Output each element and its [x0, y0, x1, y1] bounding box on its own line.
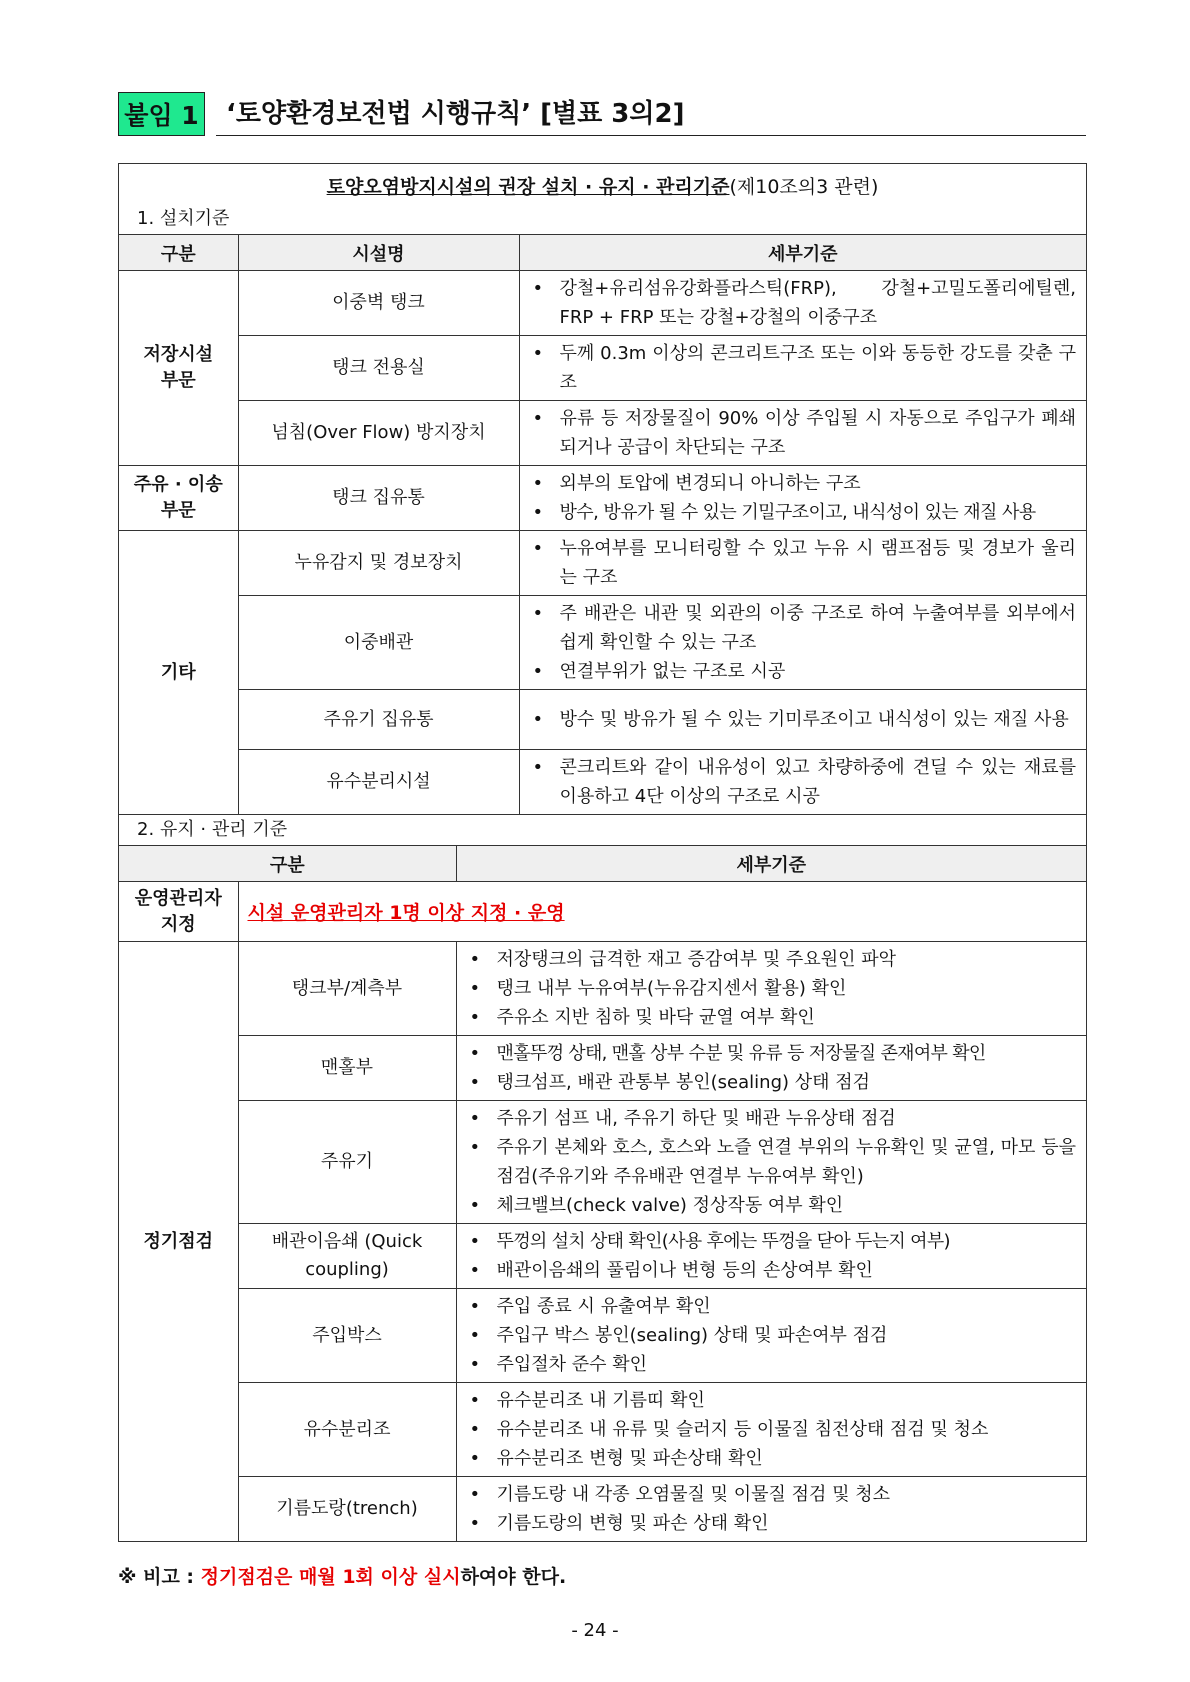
list-item: • 강철+유리섬유강화플라스틱(FRP), 강철+고밀도폴리에틸렌, FRP + FRP 또는 강철+강철의 이중구조 — [520, 274, 1077, 332]
details-cell — [456, 1224, 1086, 1289]
list-item: • 연결부위가 없는 구조로 시공 — [520, 657, 1077, 686]
details-cell — [519, 690, 1086, 750]
details-cell — [456, 1101, 1086, 1224]
details-cell — [456, 1383, 1086, 1477]
table-row — [119, 466, 1086, 531]
details-cell — [519, 596, 1086, 690]
list-item: • 탱크 내부 누유여부(누유감지센서 활용) 확인 — [457, 974, 1077, 1003]
table-header-row — [119, 235, 1086, 271]
list-item: • 두께 0.3m 이상의 콘크리트구조 또는 이와 동등한 강도를 갖춘 구조 — [520, 339, 1077, 397]
table-row — [119, 750, 1086, 815]
facility-cell: 배관이음쇄 (Quick coupling) — [238, 1224, 456, 1289]
list-item: • 주입구 박스 봉인(sealing) 상태 및 파손여부 점검 — [457, 1321, 1077, 1350]
table-row — [119, 1477, 1086, 1542]
table-row — [119, 531, 1086, 596]
list-item: • 주유기 섬프 내, 주유기 하단 및 배관 누유상태 점검 — [457, 1104, 1077, 1133]
facility-cell: 주유기 집유통 — [238, 690, 519, 750]
list-item: • 방수 및 방유가 될 수 있는 기미루조이고 내식성이 있는 재질 사용 — [520, 705, 1077, 734]
category-cell: 주유 · 이송 부문 — [119, 466, 238, 531]
table-row — [119, 1101, 1086, 1224]
page-title: ‘토양환경보전법 시행규칙’ [별표 3의2] — [216, 92, 1086, 136]
facility-cell: 이중벽 탱크 — [238, 271, 519, 336]
installation-table — [119, 234, 1086, 815]
list-item: • 유류 등 저장물질이 90% 이상 주입될 시 자동으로 주입구가 폐쇄되거나 공급이 차단되는 구조 — [520, 404, 1077, 462]
header-details: 세부기준 — [519, 235, 1086, 271]
details-cell — [519, 271, 1086, 336]
details-cell — [519, 401, 1086, 466]
header-details: 세부기준 — [456, 846, 1086, 882]
list-item: • 기름도랑의 변형 및 파손 상태 확인 — [457, 1509, 1077, 1538]
operator-row — [119, 882, 1086, 942]
note-suffix: 하여야 한다. — [460, 1566, 567, 1588]
list-item: • 배관이음쇄의 풀림이나 변형 등의 손상여부 확인 — [457, 1256, 1077, 1285]
details-cell — [519, 750, 1086, 815]
list-item: • 체크밸브(check valve) 정상작동 여부 확인 — [457, 1191, 1077, 1220]
list-item: • 주유소 지반 침하 및 바닥 균열 여부 확인 — [457, 1003, 1077, 1032]
caption-ref: (제10조의3 관련) — [729, 176, 879, 198]
facility-cell: 유수분리시설 — [238, 750, 519, 815]
facility-cell: 탱크 전용실 — [238, 336, 519, 401]
caption-main: 토양오염방지시설의 권장 설치 · 유지 · 관리기준 — [326, 176, 730, 198]
page-number: - 24 - — [571, 1620, 619, 1641]
operator-text: 시설 운영관리자 1명 이상 지정 · 운영 — [247, 902, 565, 924]
table-row — [119, 1289, 1086, 1383]
list-item: • 외부의 토압에 변경되니 아니하는 구조 — [520, 469, 1077, 498]
list-item: • 저장탱크의 급격한 재고 증감여부 및 주요원인 파악 — [457, 945, 1077, 974]
list-item: • 맨홀뚜껑 상태, 맨홀 상부 수분 및 유류 등 저장물질 존재여부 확인 — [457, 1039, 1077, 1068]
list-item: • 주입 종료 시 유출여부 확인 — [457, 1292, 1077, 1321]
list-item: • 유수분리조 변형 및 파손상태 확인 — [457, 1444, 1077, 1473]
facility-cell: 기름도랑(trench) — [238, 1477, 456, 1542]
facility-cell: 탱크 집유통 — [238, 466, 519, 531]
header-category: 구분 — [119, 235, 238, 271]
list-item: • 방수, 방유가 될 수 있는 기밀구조이고, 내식성이 있는 재질 사용 — [520, 498, 1077, 527]
table-row — [119, 596, 1086, 690]
attachment-badge: 붙임 1 — [118, 92, 205, 136]
table-row — [119, 942, 1086, 1036]
facility-cell: 탱크부/계측부 — [238, 942, 456, 1036]
facility-cell: 주입박스 — [238, 1289, 456, 1383]
section1-title: 1. 설치기준 — [137, 208, 230, 229]
operator-cell — [238, 882, 1086, 942]
facility-cell: 유수분리조 — [238, 1383, 456, 1477]
table-row — [119, 401, 1086, 466]
standards-document — [118, 163, 1087, 1542]
remark-note — [118, 1562, 566, 1589]
details-cell — [456, 942, 1086, 1036]
table-row — [119, 1224, 1086, 1289]
table-row — [119, 271, 1086, 336]
details-cell — [456, 1289, 1086, 1383]
list-item: • 주유기 본체와 호스, 호스와 노즐 연결 부위의 누유확인 및 균열, 마모 등을 점검(주유기와 주유배관 연결부 누유여부 확인) — [457, 1133, 1077, 1191]
category-cell: 정기점검 — [119, 942, 238, 1542]
list-item: • 누유여부를 모니터링할 수 있고 누유 시 램프점등 및 경보가 울리는 구조 — [520, 534, 1077, 592]
list-item: • 유수분리조 내 기름띠 확인 — [457, 1386, 1077, 1415]
list-item: • 기름도랑 내 각종 오염물질 및 이물질 점검 및 청소 — [457, 1480, 1077, 1509]
list-item: • 탱크섬프, 배관 관통부 봉인(sealing) 상태 점검 — [457, 1068, 1077, 1097]
facility-cell: 맨홀부 — [238, 1036, 456, 1101]
table-caption — [119, 164, 1086, 204]
table-row — [119, 336, 1086, 401]
table-row — [119, 1036, 1086, 1101]
page-header — [118, 92, 1086, 138]
details-cell — [519, 531, 1086, 596]
details-cell — [456, 1036, 1086, 1101]
section2-title: 2. 유지 · 관리 기준 — [137, 819, 288, 840]
table-row — [119, 1383, 1086, 1477]
facility-cell: 주유기 — [238, 1101, 456, 1224]
details-cell — [456, 1477, 1086, 1542]
facility-cell: 이중배관 — [238, 596, 519, 690]
list-item: • 주입절차 준수 확인 — [457, 1350, 1077, 1379]
category-cell: 저장시설 부문 — [119, 271, 238, 466]
table-header-row — [119, 846, 1086, 882]
header-category: 구분 — [119, 846, 456, 882]
list-item: • 유수분리조 내 유류 및 슬러지 등 이물질 침전상태 점검 및 청소 — [457, 1415, 1077, 1444]
details-cell — [519, 466, 1086, 531]
facility-cell: 넘침(Over Flow) 방지장치 — [238, 401, 519, 466]
list-item: • 뚜껑의 설치 상태 확인(사용 후에는 뚜껑을 닫아 두는지 여부) — [457, 1227, 1077, 1256]
list-item: • 주 배관은 내관 및 외관의 이중 구조로 하여 누출여부를 외부에서 쉽게 확인할 수 있는 구조 — [520, 599, 1077, 657]
category-cell: 기타 — [119, 531, 238, 815]
list-item: • 콘크리트와 같이 내유성이 있고 차량하중에 견딜 수 있는 재료를 이용하고 4단 이상의 구조로 시공 — [520, 753, 1077, 811]
header-facility: 시설명 — [238, 235, 519, 271]
note-highlight: 정기점검은 매월 1회 이상 실시 — [200, 1566, 461, 1588]
details-cell — [519, 336, 1086, 401]
note-prefix: ※ 비고 : — [118, 1566, 201, 1588]
category-cell: 운영관리자 지정 — [119, 882, 238, 942]
facility-cell: 누유감지 및 경보장치 — [238, 531, 519, 596]
table-row — [119, 690, 1086, 750]
maintenance-table — [119, 845, 1086, 1542]
